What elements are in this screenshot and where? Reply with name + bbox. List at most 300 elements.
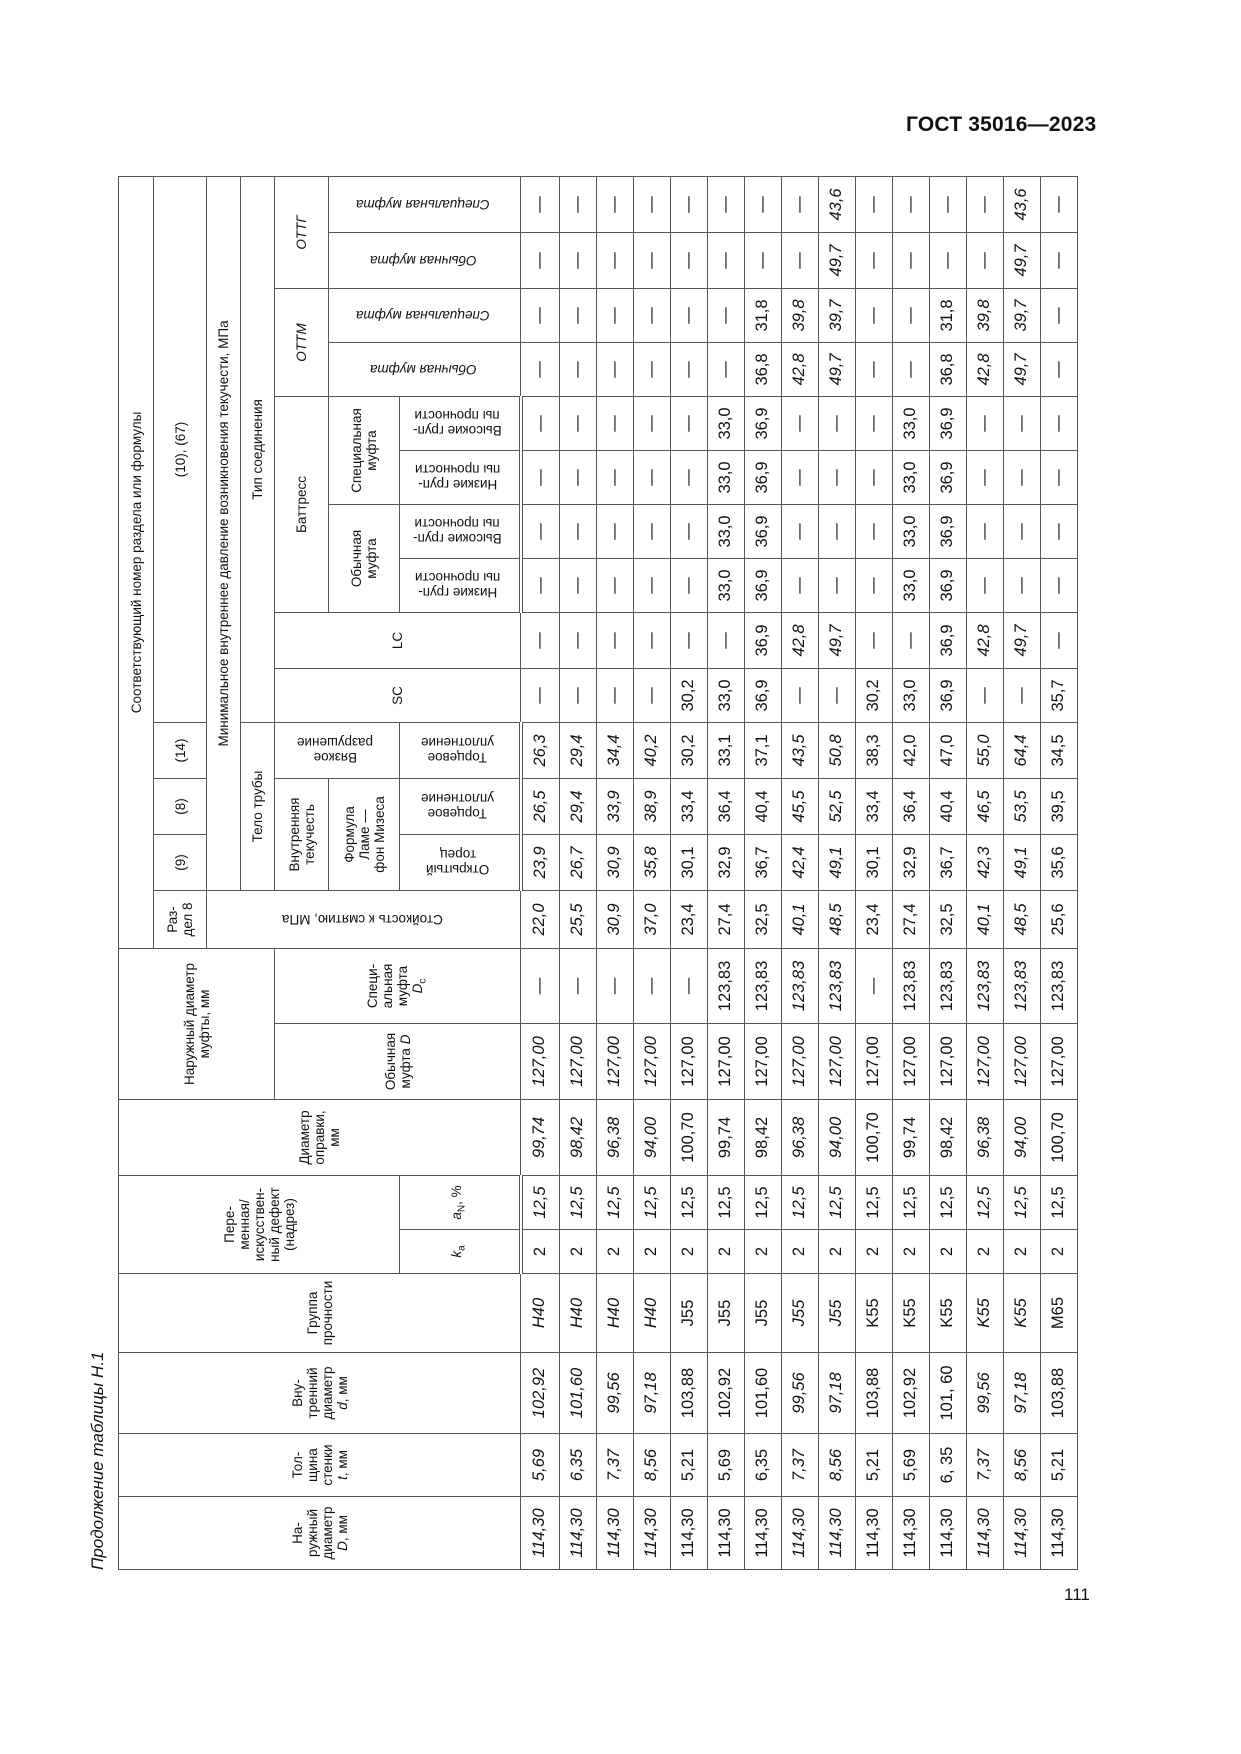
table-cell: 123,83 bbox=[966, 948, 1003, 1023]
table-cell: — bbox=[818, 396, 855, 450]
table-cell: 114,30 bbox=[670, 1497, 707, 1570]
table-cell: 30,9 bbox=[596, 890, 633, 948]
table-cell: 33,0 bbox=[892, 504, 929, 558]
table-cell: — bbox=[596, 668, 633, 722]
header-ref-8: (8) bbox=[154, 778, 207, 834]
table-cell: — bbox=[781, 232, 818, 288]
table-cell: — bbox=[1040, 450, 1077, 504]
table-cell: 5,21 bbox=[1040, 1434, 1077, 1497]
table-cell: — bbox=[559, 232, 596, 288]
table-cell: — bbox=[521, 450, 560, 504]
table-cell: 99,74 bbox=[521, 1099, 560, 1175]
table-cell: 36,9 bbox=[929, 558, 966, 612]
table-cell: K55 bbox=[855, 1274, 892, 1353]
table-cell: 49,1 bbox=[818, 834, 855, 890]
table-cell: — bbox=[596, 612, 633, 668]
table-cell: 53,5 bbox=[1003, 778, 1040, 834]
table-cell: 38,9 bbox=[633, 778, 670, 834]
table-cell: — bbox=[781, 558, 818, 612]
table-cell: — bbox=[818, 668, 855, 722]
table-cell: — bbox=[633, 342, 670, 396]
header-butt-special-low: Низкие груп- пы прочности bbox=[400, 450, 521, 504]
header-connection-type: Тип соединения bbox=[241, 176, 275, 722]
table-cell: — bbox=[781, 450, 818, 504]
table-cell: — bbox=[670, 232, 707, 288]
table-cell: — bbox=[707, 232, 744, 288]
table-cell: 36,4 bbox=[707, 778, 744, 834]
table-cell: — bbox=[892, 232, 929, 288]
table-row bbox=[929, 176, 966, 1569]
table-cell: 33,0 bbox=[707, 450, 744, 504]
table-cell: 23,9 bbox=[521, 834, 560, 890]
table-cell: 2 bbox=[521, 1230, 560, 1274]
table-cell: 2 bbox=[966, 1230, 1003, 1274]
table-cell: 114,30 bbox=[892, 1497, 929, 1570]
table-row bbox=[781, 176, 818, 1569]
table-cell: 25,5 bbox=[559, 890, 596, 948]
table-cell: 94,00 bbox=[1003, 1099, 1040, 1175]
table-cell: 35,6 bbox=[1040, 834, 1077, 890]
table-cell: 40,1 bbox=[781, 890, 818, 948]
table-cell: — bbox=[855, 176, 892, 232]
table-cell: 42,8 bbox=[781, 342, 818, 396]
table-cell: 40,4 bbox=[929, 778, 966, 834]
table-row bbox=[559, 176, 596, 1569]
table-cell: 30,2 bbox=[670, 668, 707, 722]
table-cell: 23,4 bbox=[855, 890, 892, 948]
table-cell: 12,5 bbox=[521, 1175, 560, 1229]
table-cell: 36,9 bbox=[929, 450, 966, 504]
table-cell: 96,38 bbox=[596, 1099, 633, 1175]
table-cell: 127,00 bbox=[781, 1023, 818, 1099]
table-cell: 45,5 bbox=[781, 778, 818, 834]
table-cell: 5,21 bbox=[670, 1434, 707, 1497]
table-cell: — bbox=[855, 342, 892, 396]
table-cell: 42,8 bbox=[966, 612, 1003, 668]
table-cell: — bbox=[670, 176, 707, 232]
header-defect: Пере- менная/ искусствен- ный дефект (надрез) bbox=[119, 1175, 400, 1273]
table-row bbox=[818, 176, 855, 1569]
table-cell: — bbox=[1040, 612, 1077, 668]
header-inner-diameter: Вну- тренний диаметр d, мм bbox=[119, 1353, 521, 1434]
table-cell: — bbox=[707, 612, 744, 668]
table-cell: 2 bbox=[855, 1230, 892, 1274]
table-cell: — bbox=[521, 612, 560, 668]
table-cell: — bbox=[818, 450, 855, 504]
table-cell: 32,9 bbox=[892, 834, 929, 890]
table-cell: 35,8 bbox=[633, 834, 670, 890]
table-cell: 12,5 bbox=[707, 1175, 744, 1229]
table-cell: 32,5 bbox=[929, 890, 966, 948]
table-cell: 12,5 bbox=[559, 1175, 596, 1229]
table-cell: 33,4 bbox=[670, 778, 707, 834]
table-cell: J55 bbox=[744, 1274, 781, 1353]
table-row bbox=[596, 176, 633, 1569]
table-cell: 127,00 bbox=[855, 1023, 892, 1099]
table-cell: 102,92 bbox=[707, 1353, 744, 1434]
table-cell: 114,30 bbox=[559, 1497, 596, 1570]
table-cell: — bbox=[744, 232, 781, 288]
table-cell: — bbox=[521, 232, 560, 288]
table-cell: 100,70 bbox=[855, 1099, 892, 1175]
table-cell: 22,0 bbox=[521, 890, 560, 948]
table-cell: 27,4 bbox=[892, 890, 929, 948]
table-cell: — bbox=[596, 288, 633, 342]
table-cell: 40,2 bbox=[633, 722, 670, 778]
header-buttress: Баттресс bbox=[275, 396, 329, 612]
table-cell: 12,5 bbox=[1003, 1175, 1040, 1229]
table-cell: 6,35 bbox=[559, 1434, 596, 1497]
table-cell: 12,5 bbox=[1040, 1175, 1077, 1229]
table-cell: 33,1 bbox=[707, 722, 744, 778]
table-cell: — bbox=[818, 504, 855, 558]
table-cell: — bbox=[559, 342, 596, 396]
table-cell: 98,42 bbox=[744, 1099, 781, 1175]
table-cell: M65 bbox=[1040, 1274, 1077, 1353]
table-cell: 33,0 bbox=[707, 396, 744, 450]
table-cell: 97,18 bbox=[633, 1353, 670, 1434]
table-cell: K55 bbox=[1003, 1274, 1040, 1353]
table-cell: H40 bbox=[559, 1274, 596, 1353]
header-coupling-special: Специ- альная муфта $D_c$ bbox=[275, 948, 521, 1023]
table-cell: 114,30 bbox=[521, 1497, 560, 1570]
table-cell: — bbox=[596, 176, 633, 232]
table-cell: 23,4 bbox=[670, 890, 707, 948]
table-cell: 12,5 bbox=[596, 1175, 633, 1229]
table-cell: 36,9 bbox=[744, 396, 781, 450]
table-cell: H40 bbox=[633, 1274, 670, 1353]
table-cell: 12,5 bbox=[818, 1175, 855, 1229]
table-row bbox=[855, 176, 892, 1569]
table-cell: — bbox=[1003, 668, 1040, 722]
table-cell: — bbox=[633, 558, 670, 612]
table-cell: 114,30 bbox=[855, 1497, 892, 1570]
table-cell: — bbox=[670, 504, 707, 558]
table-cell: 34,5 bbox=[1040, 722, 1077, 778]
table-cell: 114,30 bbox=[596, 1497, 633, 1570]
table-row bbox=[633, 176, 670, 1569]
table-cell: 37,0 bbox=[633, 890, 670, 948]
table-row bbox=[1040, 176, 1077, 1569]
table-cell: 32,9 bbox=[707, 834, 744, 890]
table-cell: 31,8 bbox=[929, 288, 966, 342]
table-cell: 96,38 bbox=[966, 1099, 1003, 1175]
document-code: ГОСТ 35016—2023 bbox=[906, 113, 1097, 136]
table-cell: 2 bbox=[1003, 1230, 1040, 1274]
table-cell: 102,92 bbox=[521, 1353, 560, 1434]
table-cell: 30,1 bbox=[855, 834, 892, 890]
table-cell: 43,6 bbox=[1003, 176, 1040, 232]
table-cell: 100,70 bbox=[1040, 1099, 1077, 1175]
header-pipe-body: Тело трубы bbox=[241, 722, 275, 890]
table-cell: — bbox=[1003, 558, 1040, 612]
table-cell: 8,56 bbox=[633, 1434, 670, 1497]
table-cell: K55 bbox=[966, 1274, 1003, 1353]
table-cell: 26,7 bbox=[559, 834, 596, 890]
table-cell: 114,30 bbox=[633, 1497, 670, 1570]
table-cell: 114,30 bbox=[818, 1497, 855, 1570]
header-butt-regular-high: Высокие груп- пы прочности bbox=[400, 504, 521, 558]
header-ka: $k_a$ bbox=[400, 1230, 521, 1274]
table-cell: 49,7 bbox=[818, 232, 855, 288]
header-butt-regular-low: Низкие груп- пы прочности bbox=[400, 558, 521, 612]
table-cell: 8,56 bbox=[1003, 1434, 1040, 1497]
table-cell: 12,5 bbox=[670, 1175, 707, 1229]
table-cell: 8,56 bbox=[818, 1434, 855, 1497]
data-table bbox=[118, 176, 1078, 1570]
table-cell: 39,8 bbox=[781, 288, 818, 342]
table-cell: 49,7 bbox=[1003, 342, 1040, 396]
table-cell: — bbox=[521, 948, 560, 1023]
table-row bbox=[744, 176, 781, 1569]
table-cell: 32,5 bbox=[744, 890, 781, 948]
table-cell: 114,30 bbox=[929, 1497, 966, 1570]
table-cell: 50,8 bbox=[818, 722, 855, 778]
table-cell: 30,9 bbox=[596, 834, 633, 890]
header-an: $a_N$, % bbox=[400, 1175, 521, 1229]
table-cell: — bbox=[707, 176, 744, 232]
table-cell: — bbox=[596, 232, 633, 288]
table-cell: 127,00 bbox=[929, 1023, 966, 1099]
header-outer-diameter: На- ружный диаметр D, мм bbox=[119, 1497, 521, 1570]
table-cell: 127,00 bbox=[707, 1023, 744, 1099]
table-cell: 103,88 bbox=[1040, 1353, 1077, 1434]
table-cell: 96,38 bbox=[781, 1099, 818, 1175]
table-cell: 12,5 bbox=[781, 1175, 818, 1229]
table-cell: 25,6 bbox=[1040, 890, 1077, 948]
table-cell: 127,00 bbox=[670, 1023, 707, 1099]
table-cell: — bbox=[559, 504, 596, 558]
table-cell: 30,2 bbox=[855, 668, 892, 722]
table-cell: — bbox=[892, 612, 929, 668]
header-ottg-regular: Обычная муфта bbox=[329, 232, 521, 288]
table-cell: — bbox=[929, 232, 966, 288]
table-cell: 123,83 bbox=[892, 948, 929, 1023]
table-row bbox=[670, 176, 707, 1569]
table-cell: 7,37 bbox=[596, 1434, 633, 1497]
table-cell: 12,5 bbox=[966, 1175, 1003, 1229]
header-ref-14: (14) bbox=[154, 722, 207, 778]
table-cell: 40,4 bbox=[744, 778, 781, 834]
table-cell: 12,5 bbox=[855, 1175, 892, 1229]
table-cell: 30,2 bbox=[670, 722, 707, 778]
header-ref-section8: Раз- дел 8 bbox=[154, 890, 207, 948]
table-cell: 127,00 bbox=[559, 1023, 596, 1099]
table-cell: — bbox=[892, 288, 929, 342]
table-cell: — bbox=[855, 288, 892, 342]
table-cell: 2 bbox=[633, 1230, 670, 1274]
table-cell: — bbox=[596, 450, 633, 504]
table-cell: 37,1 bbox=[744, 722, 781, 778]
header-internal-yield: Внутренняя текучесть bbox=[275, 778, 329, 890]
table-cell: — bbox=[781, 668, 818, 722]
table-row bbox=[1003, 176, 1040, 1569]
table-cell: 127,00 bbox=[1040, 1023, 1077, 1099]
header-butt-special: Специальная муфта bbox=[329, 396, 400, 504]
table-cell: 43,5 bbox=[781, 722, 818, 778]
table-cell: 48,5 bbox=[1003, 890, 1040, 948]
table-cell: — bbox=[559, 396, 596, 450]
table-cell: 36,9 bbox=[929, 612, 966, 668]
header-ductile: Вязкое разрушение bbox=[275, 722, 400, 778]
table-cell: 36,9 bbox=[744, 504, 781, 558]
table-cell: — bbox=[929, 176, 966, 232]
table-cell: 2 bbox=[707, 1230, 744, 1274]
table-cell: — bbox=[1040, 396, 1077, 450]
table-cell: 7,37 bbox=[966, 1434, 1003, 1497]
table-cell: 114,30 bbox=[1003, 1497, 1040, 1570]
table-cell: 29,4 bbox=[559, 722, 596, 778]
table-cell: 49,1 bbox=[1003, 834, 1040, 890]
table-cell: — bbox=[559, 288, 596, 342]
header-lame: Формула Ламе — фон Мизеса bbox=[329, 778, 400, 890]
table-cell: — bbox=[521, 504, 560, 558]
table-cell: 42,0 bbox=[892, 722, 929, 778]
table-cell: 36,9 bbox=[744, 668, 781, 722]
table-cell: — bbox=[855, 396, 892, 450]
table-cell: 47,0 bbox=[929, 722, 966, 778]
header-reference: Соответствующий номер раздела или формулы bbox=[119, 176, 154, 948]
table-cell: — bbox=[521, 288, 560, 342]
header-sc: SC bbox=[275, 668, 521, 722]
table-cell: 36,9 bbox=[929, 668, 966, 722]
table-cell: 6,35 bbox=[744, 1434, 781, 1497]
header-mandrel: Диаметр оправки, мм bbox=[119, 1099, 521, 1175]
table-cell: — bbox=[1040, 176, 1077, 232]
table-cell: 123,83 bbox=[781, 948, 818, 1023]
table-cell: 33,0 bbox=[707, 558, 744, 612]
table-cell: — bbox=[633, 288, 670, 342]
table-cell: 43,6 bbox=[818, 176, 855, 232]
table-cell: 127,00 bbox=[744, 1023, 781, 1099]
table-cell: 127,00 bbox=[892, 1023, 929, 1099]
table-cell: 2 bbox=[892, 1230, 929, 1274]
table-cell: 26,5 bbox=[521, 778, 560, 834]
header-ref-10-67: (10), (67) bbox=[154, 176, 207, 722]
table-cell: — bbox=[892, 176, 929, 232]
table-cell: 46,5 bbox=[966, 778, 1003, 834]
table-cell: 36,9 bbox=[929, 504, 966, 558]
header-ductile-end-seal: Торцевое уплотнение bbox=[400, 722, 521, 778]
table-cell: 36,8 bbox=[744, 342, 781, 396]
table-cell: 33,9 bbox=[596, 778, 633, 834]
table-cell: 2 bbox=[781, 1230, 818, 1274]
table-cell: — bbox=[1003, 396, 1040, 450]
table-cell: — bbox=[670, 558, 707, 612]
table-cell: 33,0 bbox=[892, 450, 929, 504]
table-cell: 33,0 bbox=[892, 396, 929, 450]
table-cell: 123,83 bbox=[818, 948, 855, 1023]
table-cell: — bbox=[596, 948, 633, 1023]
table-cell: — bbox=[559, 948, 596, 1023]
table-cell: 42,8 bbox=[781, 612, 818, 668]
table-cell: 39,8 bbox=[966, 288, 1003, 342]
table-cell: 127,00 bbox=[1003, 1023, 1040, 1099]
table-cell: 49,7 bbox=[1003, 612, 1040, 668]
table-cell: — bbox=[1003, 450, 1040, 504]
table-cell: — bbox=[818, 558, 855, 612]
table-cell: 114,30 bbox=[781, 1497, 818, 1570]
header-collapse: Стойкость к смятию, МПа bbox=[207, 890, 521, 948]
table-cell: — bbox=[670, 450, 707, 504]
table-cell: — bbox=[521, 396, 560, 450]
table-cell: 101,60 bbox=[744, 1353, 781, 1434]
table-cell: 123,83 bbox=[1040, 948, 1077, 1023]
table-cell: — bbox=[781, 504, 818, 558]
table-cell: H40 bbox=[596, 1274, 633, 1353]
table-cell: 127,00 bbox=[633, 1023, 670, 1099]
table-cell: 36,7 bbox=[929, 834, 966, 890]
table-cell: 127,00 bbox=[966, 1023, 1003, 1099]
table-cell: 2 bbox=[818, 1230, 855, 1274]
table-cell: — bbox=[670, 288, 707, 342]
header-ref-9: (9) bbox=[154, 834, 207, 890]
table-cell: 114,30 bbox=[707, 1497, 744, 1570]
table-cell: — bbox=[855, 450, 892, 504]
table-cell: 12,5 bbox=[929, 1175, 966, 1229]
header-butt-regular: Обычная муфта bbox=[329, 504, 400, 612]
header-end-seal: Торцевое уплотнение bbox=[400, 778, 521, 834]
table-cell: 36,8 bbox=[929, 342, 966, 396]
table-cell: K55 bbox=[929, 1274, 966, 1353]
table-cell: 99,56 bbox=[596, 1353, 633, 1434]
table-cell: 97,18 bbox=[818, 1353, 855, 1434]
table-cell: — bbox=[559, 668, 596, 722]
table-cell: 2 bbox=[1040, 1230, 1077, 1274]
table-cell: — bbox=[1040, 288, 1077, 342]
table-cell: 52,5 bbox=[818, 778, 855, 834]
table-cell: 98,42 bbox=[559, 1099, 596, 1175]
table-cell: 99,74 bbox=[892, 1099, 929, 1175]
table-cell: — bbox=[1040, 342, 1077, 396]
table-cell: — bbox=[521, 342, 560, 396]
header-min-yield: Минимальное внутреннее давление возникновения текучести, МПа bbox=[207, 176, 241, 890]
table-cell: J55 bbox=[670, 1274, 707, 1353]
header-butt-special-high: Высокие груп- пы прочности bbox=[400, 396, 521, 450]
table-cell: — bbox=[670, 612, 707, 668]
table-cell: 127,00 bbox=[818, 1023, 855, 1099]
table-cell: — bbox=[707, 342, 744, 396]
table-cell: 12,5 bbox=[633, 1175, 670, 1229]
table-body bbox=[521, 176, 1078, 1569]
table-cell: 36,9 bbox=[929, 396, 966, 450]
header-wall-thickness: Тол- щина стенки t, мм bbox=[119, 1434, 521, 1497]
table-cell: 123,83 bbox=[1003, 948, 1040, 1023]
header-ottg-special: Специальная муфта bbox=[329, 176, 521, 232]
page-number: 111 bbox=[1064, 1585, 1090, 1604]
table-cell: — bbox=[633, 668, 670, 722]
table-cell: — bbox=[855, 558, 892, 612]
table-cell: 127,00 bbox=[521, 1023, 560, 1099]
header-ottg: ОТТГ bbox=[275, 176, 329, 288]
header-coupling-regular: Обычная муфта D bbox=[275, 1023, 521, 1099]
header-ottm-regular: Обычная муфта bbox=[329, 342, 521, 396]
table-cell: — bbox=[1040, 504, 1077, 558]
table-cell: 31,8 bbox=[744, 288, 781, 342]
table-cell: 42,3 bbox=[966, 834, 1003, 890]
table-cell: — bbox=[596, 558, 633, 612]
table-row bbox=[521, 176, 560, 1569]
table-cell: 97,18 bbox=[1003, 1353, 1040, 1434]
table-cell: J55 bbox=[707, 1274, 744, 1353]
table-cell: 40,1 bbox=[966, 890, 1003, 948]
table-cell: — bbox=[966, 450, 1003, 504]
header-open-end: Открытый торец bbox=[400, 834, 521, 890]
table-cell: J55 bbox=[818, 1274, 855, 1353]
table-cell: 12,5 bbox=[892, 1175, 929, 1229]
table-cell: 123,83 bbox=[744, 948, 781, 1023]
table-cell: 114,30 bbox=[1040, 1497, 1077, 1570]
